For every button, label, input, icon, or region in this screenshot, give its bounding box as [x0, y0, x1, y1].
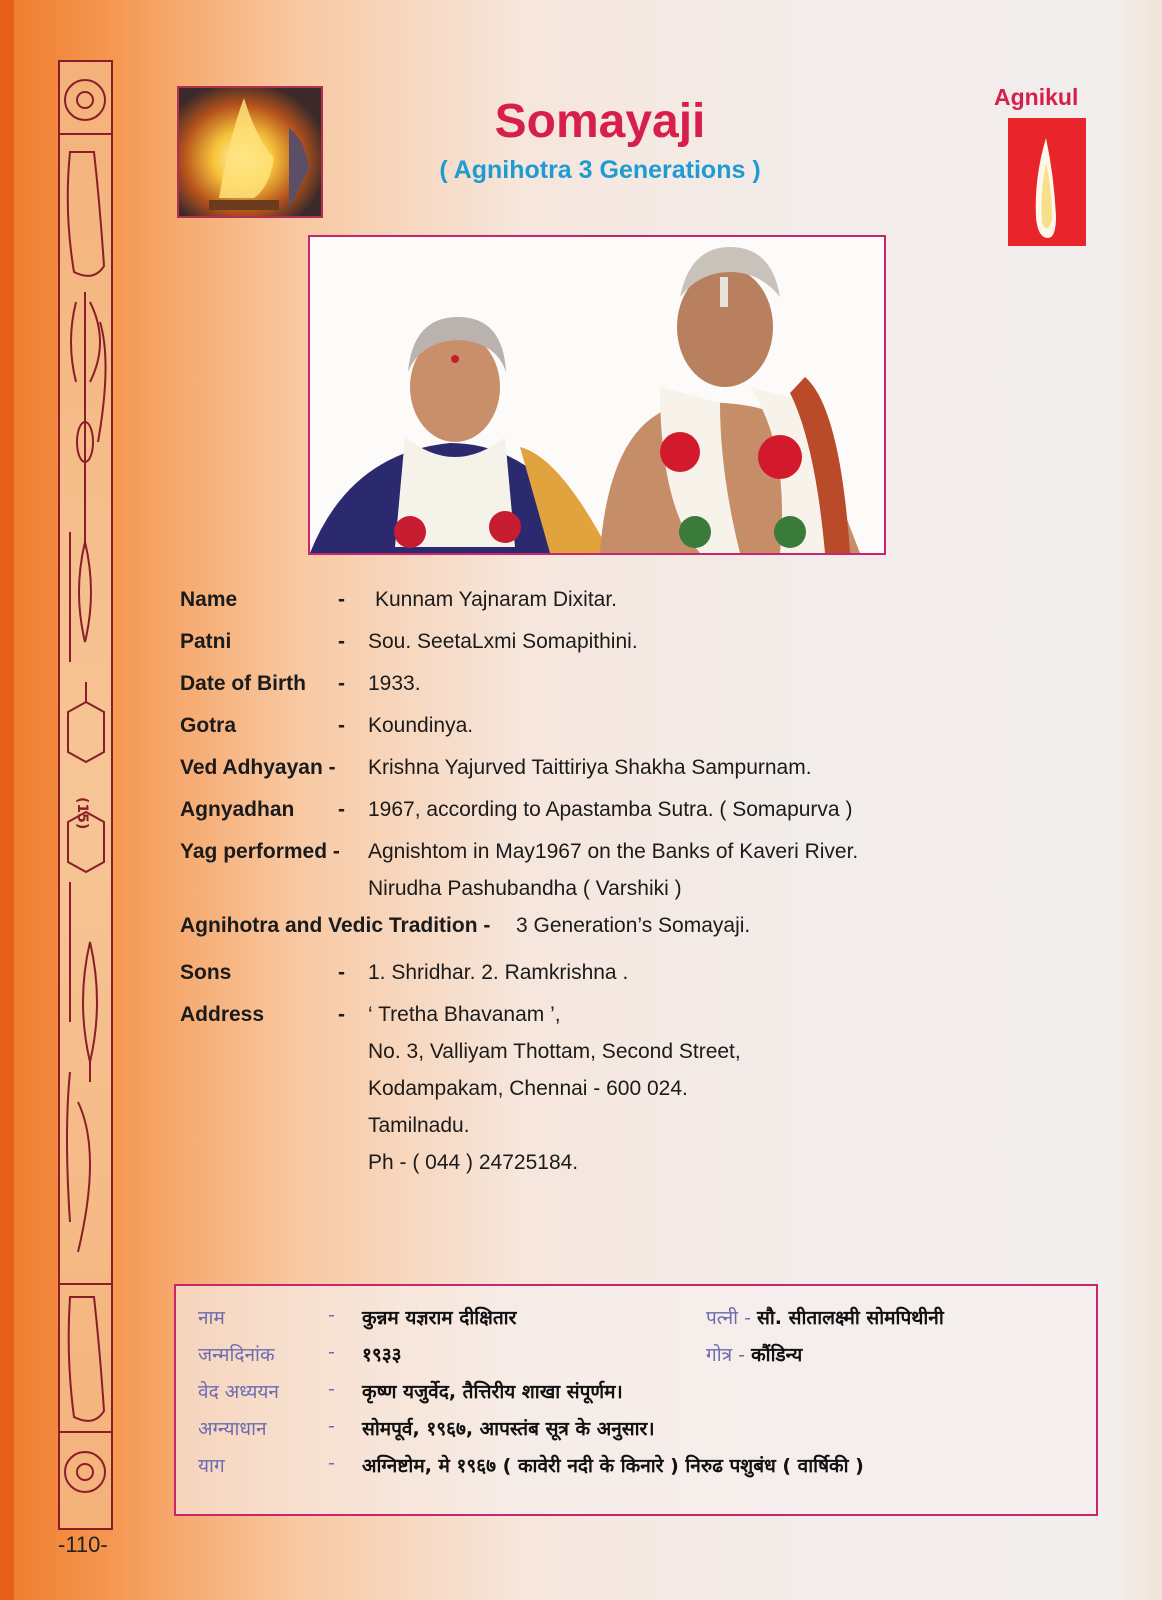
- yag-label: Yag performed -: [180, 840, 340, 863]
- sons-label: Sons: [180, 961, 232, 984]
- hindi-naam-row: नाम: [198, 1307, 225, 1329]
- address-line: Tamilnadu.: [368, 1114, 470, 1137]
- ved-value: Krishna Yajurved Taittiriya Shakha Sampurnam.: [368, 756, 812, 779]
- dob-label: Date of Birth: [180, 672, 306, 695]
- tradition-value: 3 Generation’s Somayaji.: [516, 914, 751, 937]
- spoon-icon: [79, 542, 91, 642]
- vessel-icon: [68, 702, 104, 762]
- address-label: Address: [180, 1003, 265, 1026]
- hindi-janm-value: १९३३: [362, 1344, 402, 1366]
- page-edge: [0, 0, 14, 1600]
- hindi-agnyadhan-row: अग्न्याधान: [198, 1418, 267, 1440]
- couple-portrait-photo: [308, 235, 886, 555]
- patni-label: Patni: [180, 630, 232, 653]
- ved-label: Ved Adhyayan -: [180, 756, 336, 779]
- hindi-janm-row: जन्मदिनांक: [198, 1344, 275, 1366]
- address-line: ‘ Tretha Bhavanam ’,: [368, 1003, 561, 1026]
- page-subtitle: ( Agnihotra 3 Generations ): [439, 156, 761, 184]
- dharma-wheel-icon: [65, 80, 105, 120]
- hindi-summary-box: नाम - कुन्नम यज्ञराम दीक्षितार पत्नी - सौ. सीतालक्ष्मी सोमपिथीनी जन्मदिनांक - १९३३ गोत्र - कौंडिन्य वेद अध्ययन - कृष्ण यजुर्वेद, तैत्तिरीय शाखा संपूर्णम। अग्न्याधान - सोमपूर्व, १९६७, आपस्तंब सूत्र के अनुसार। याग - अग्निष्टोम, मे १९६७ ( कावेरी नदी के किनारे ) निरुढ पशुबंध ( वार्षिकी ): [174, 1284, 1098, 1516]
- category-label: Agnikul: [994, 84, 1079, 110]
- dob-value: 1933.: [368, 672, 421, 695]
- phone-line: Ph - ( 044 ) 24725184.: [368, 1151, 579, 1174]
- ladle-icon: [68, 152, 104, 276]
- hindi-yag-value: अग्निष्टोम, मे १९६७ ( कावेरी नदी के किनारे ) निरुढ पशुबंध ( वार्षिकी ): [362, 1455, 864, 1477]
- hindi-patni-row: पत्नी - सौ. सीतालक्ष्मी सोमपिथीनी: [706, 1307, 944, 1329]
- hindi-yag-row: याग: [198, 1455, 225, 1477]
- yag-value: Agnishtom in May1967 on the Banks of Kaveri River.: [368, 840, 859, 863]
- hindi-naam-value: कुन्नम यज्ञराम दीक्षितार: [362, 1307, 517, 1329]
- agnyadhan-label: Agnyadhan: [180, 798, 295, 821]
- hindi-ved-row: वेद अध्ययन: [198, 1381, 279, 1403]
- hindi-gotra-row: गोत्र - कौंडिन्य: [706, 1344, 803, 1366]
- page-right-edge: [1122, 0, 1162, 1600]
- yag-value-2: Nirudha Pashubandha ( Varshiki ): [368, 877, 682, 900]
- address-line: No. 3, Valliyam Thottam, Second Street,: [368, 1040, 741, 1063]
- chapter-number: (15): [74, 797, 90, 830]
- hindi-gotra-value: कौंडिन्य: [751, 1344, 803, 1366]
- name-label: Name: [180, 588, 238, 611]
- patni-value: Sou. SeetaLxmi Somapithini.: [368, 630, 638, 653]
- page-number: -110-: [58, 1532, 108, 1557]
- hindi-patni-value: सौ. सीतालक्ष्मी सोमपिथीनी: [757, 1307, 944, 1329]
- hindi-ved-value: कृष्ण यजुर्वेद, तैत्तिरीय शाखा संपूर्णम।: [362, 1381, 623, 1403]
- fire-ritual-photo: [177, 86, 323, 218]
- ritual-implements-strip: [58, 60, 113, 1530]
- tradition-label: Agnihotra and Vedic Tradition -: [180, 914, 491, 937]
- sons-value: 1. Shridhar. 2. Ramkrishna .: [368, 961, 629, 984]
- address-line: Kodampakam, Chennai - 600 024.: [368, 1077, 688, 1100]
- agnyadhan-value: 1967, according to Apastamba Sutra. ( Somapurva ): [368, 798, 853, 821]
- page-title: Somayaji: [494, 95, 706, 148]
- gotra-value: Koundinya.: [368, 714, 474, 737]
- hindi-agnyadhan-value: सोमपूर्व, १९६७, आपस्तंब सूत्र के अनुसार।: [362, 1418, 655, 1440]
- name-value: Kunnam Yajnaram Dixitar.: [375, 588, 618, 611]
- flame-icon: [1008, 118, 1086, 246]
- gotra-label: Gotra: [180, 714, 237, 737]
